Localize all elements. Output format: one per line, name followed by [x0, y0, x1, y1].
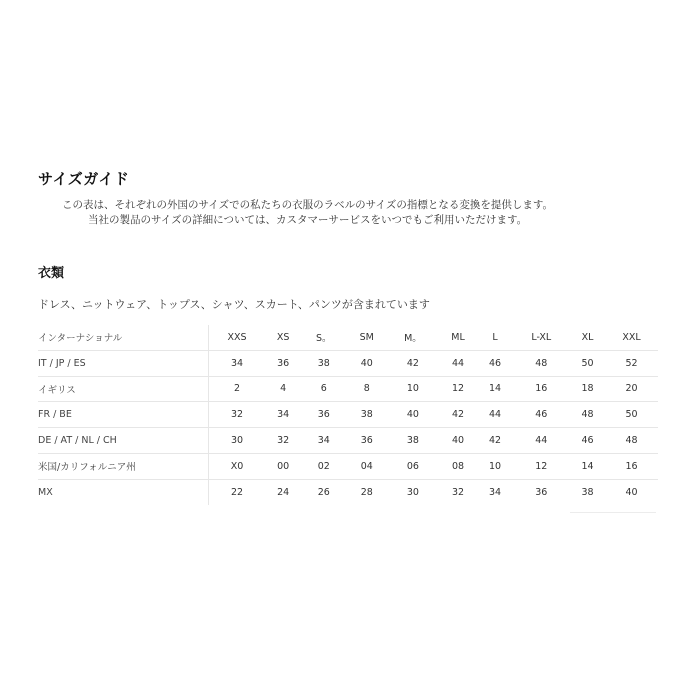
table-cell: 38	[581, 486, 594, 498]
table-cell: 36	[265, 350, 301, 376]
table-header-row	[38, 325, 658, 350]
table-cell: 26	[317, 486, 330, 498]
table-cell: 44	[513, 428, 571, 454]
header-size: ML	[439, 325, 478, 350]
table-cell: 12	[439, 376, 478, 402]
header-size: XXS	[209, 325, 266, 350]
table-cell: 34	[209, 350, 266, 376]
row-label: イギリス	[38, 376, 209, 402]
table-cell: 18	[570, 376, 605, 402]
table-row	[38, 428, 658, 454]
table-row	[38, 350, 658, 376]
table-cell: 08	[439, 453, 478, 479]
row-label: IT / JP / ES	[38, 350, 209, 376]
table-cell: 48	[605, 428, 658, 454]
table-cell: 46	[513, 402, 571, 428]
table-row	[38, 479, 658, 504]
table-cell: 06	[387, 453, 438, 479]
table-cell: 16	[513, 376, 571, 402]
table-cell: 30	[406, 486, 419, 498]
table-cell: 42	[387, 350, 438, 376]
row-label: 米国/カリフォルニア州	[38, 453, 209, 479]
table-cell: 6	[301, 376, 346, 402]
table-cell: 28	[360, 486, 373, 498]
table-cell: 14	[570, 453, 605, 479]
page-title: サイズガイド	[38, 170, 130, 188]
table-cell: 04	[346, 453, 387, 479]
table-cell: 34	[489, 486, 502, 498]
header-size: XXL	[605, 325, 658, 350]
table-cell: 42	[478, 428, 513, 454]
table-cell: 40	[387, 402, 438, 428]
table-cell: 34	[301, 428, 346, 454]
table-cell: 50	[605, 402, 658, 428]
intro-text	[38, 198, 638, 228]
header-size: XL	[570, 325, 605, 350]
table-cell: 32	[265, 428, 301, 454]
table-row	[38, 402, 658, 428]
table-cell: 48	[570, 402, 605, 428]
table-cell: 22	[230, 486, 244, 498]
table-row	[38, 453, 658, 479]
row-label: MX	[38, 479, 209, 504]
table-cell: 38	[301, 350, 346, 376]
table-cell: 24	[277, 486, 290, 498]
table-cell: 8	[346, 376, 387, 402]
table-cell: 34	[265, 402, 301, 428]
table-cell: 40	[346, 350, 387, 376]
table-cell: 46	[570, 428, 605, 454]
table-cell: 32	[209, 402, 266, 428]
table-cell: 10	[478, 453, 513, 479]
header-size: XS	[265, 325, 301, 350]
intro-line-2: 当社の製品のサイズの詳細については、カスタマーサービスをいつでもご利用いただけます。	[88, 214, 528, 226]
table-cell: 30	[209, 428, 266, 454]
table-cell: X0	[209, 453, 266, 479]
divider	[570, 512, 656, 513]
table-cell: 32	[452, 486, 465, 498]
table-row	[38, 376, 658, 402]
table-cell: 12	[513, 453, 571, 479]
table-cell: 14	[478, 376, 513, 402]
table-cell: 36	[301, 402, 346, 428]
table-cell: 44	[439, 350, 478, 376]
table-cell: 36	[535, 486, 548, 498]
header-size: M。	[387, 325, 438, 350]
table-cell: 46	[478, 350, 513, 376]
table-cell: 00	[265, 453, 301, 479]
section-description: ドレス、ニットウェア、トップス、シャツ、スカート、パンツが含まれています	[38, 298, 430, 311]
table-cell: 20	[605, 376, 658, 402]
table-cell: 42	[439, 402, 478, 428]
table-cell: 2	[209, 376, 266, 402]
table-cell: 50	[570, 350, 605, 376]
row-label: FR / BE	[38, 402, 209, 428]
table-cell: 48	[513, 350, 571, 376]
header-size: L-XL	[513, 325, 571, 350]
header-size: L	[478, 325, 513, 350]
row-label: DE / AT / NL / CH	[38, 428, 209, 454]
size-table	[38, 325, 658, 505]
table-cell: 02	[301, 453, 346, 479]
table-cell: 40	[439, 428, 478, 454]
table-cell: 4	[265, 376, 301, 402]
table-cell: 38	[346, 402, 387, 428]
table-cell: 40	[625, 486, 638, 498]
table-cell: 36	[346, 428, 387, 454]
header-size: SM	[346, 325, 387, 350]
table-cell: 52	[605, 350, 658, 376]
header-label: インターナショナル	[38, 325, 209, 350]
intro-line-1: この表は、それぞれの外国のサイズでの私たちの衣服のラベルのサイズの指標となる変換を提供します。	[62, 199, 553, 211]
header-size: S。	[301, 325, 346, 350]
table-cell: 38	[387, 428, 438, 454]
table-cell: 16	[605, 453, 658, 479]
section-title-clothing: 衣類	[38, 266, 65, 281]
table-cell: 10	[387, 376, 438, 402]
table-cell: 44	[478, 402, 513, 428]
